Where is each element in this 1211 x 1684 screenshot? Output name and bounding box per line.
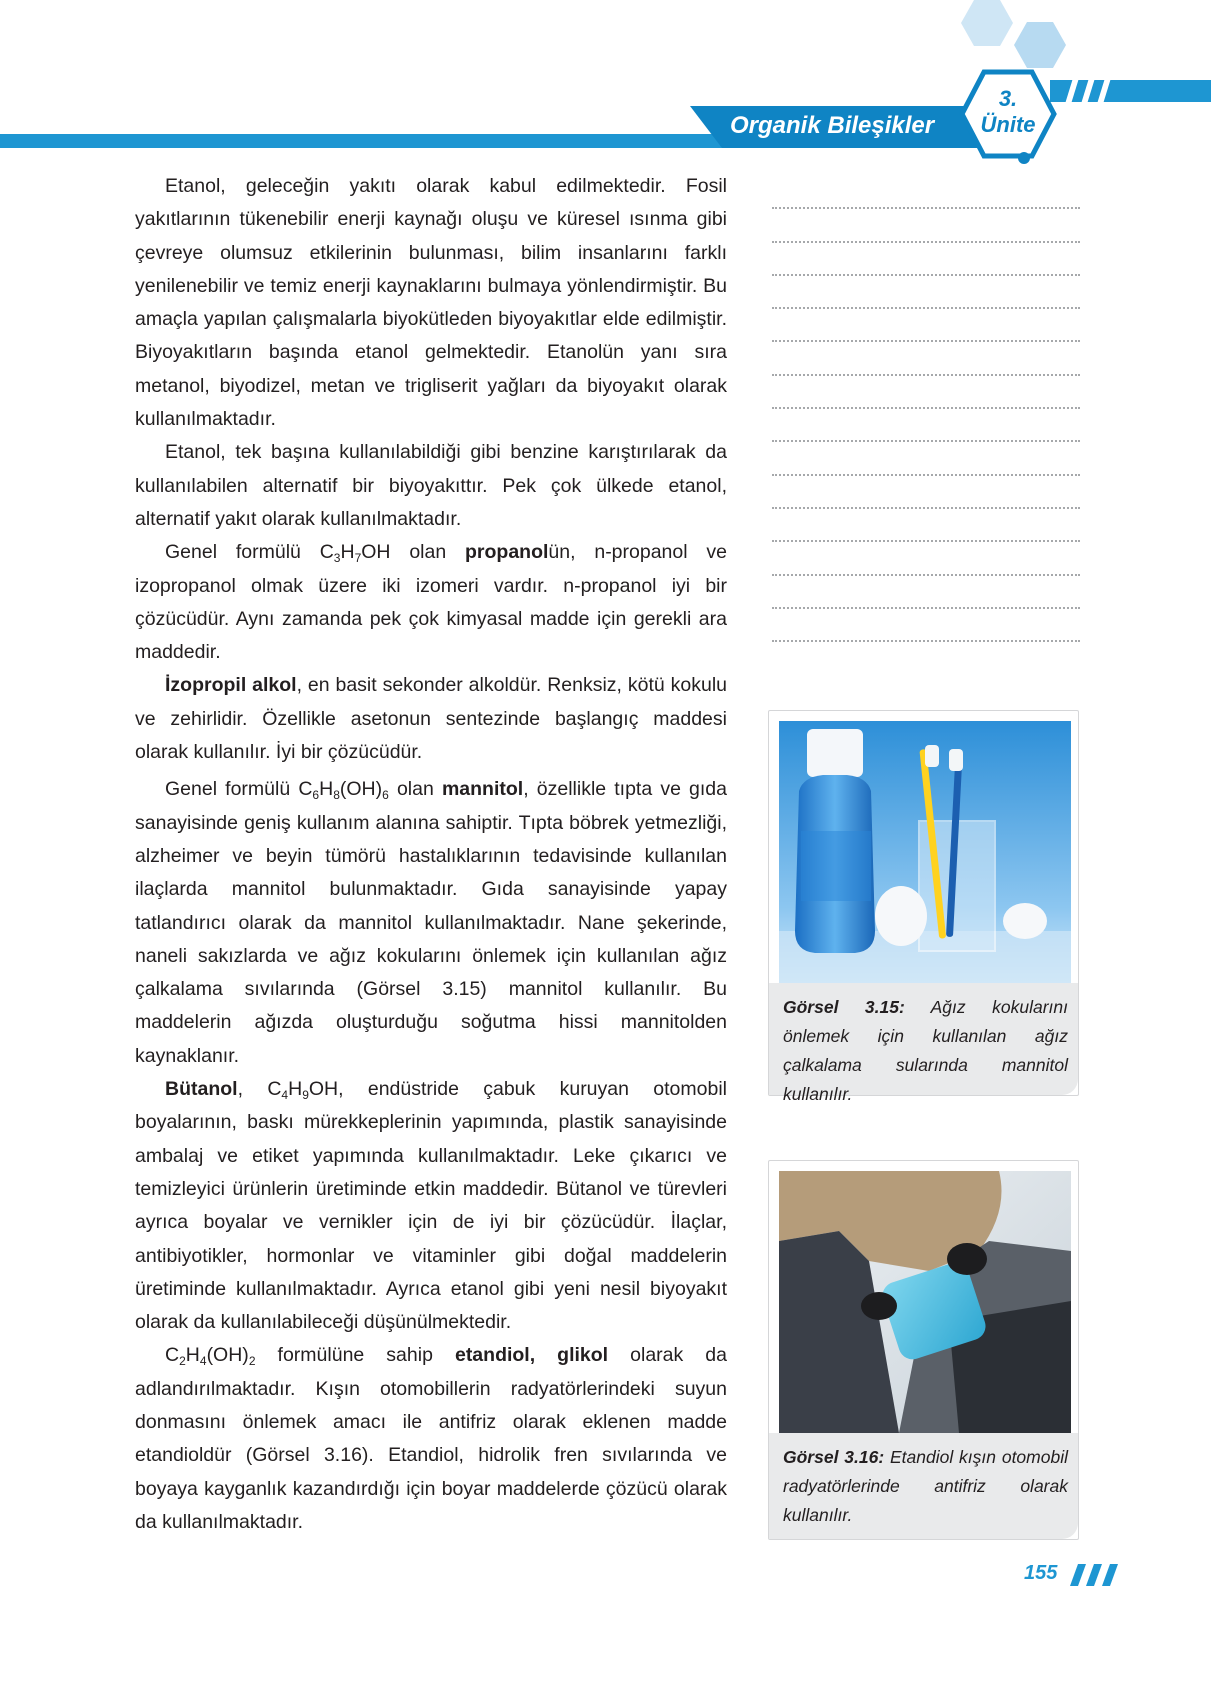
header-stripes	[1065, 78, 1115, 104]
note-line	[772, 442, 1080, 475]
paragraph-etandiol: $C_2H_4(OH)_2$ formülüne sahip etandiol, glikol olarak da adlandırılmaktadır. Kışın otomobillerin radyatörlerindeki suyun donmasını önlemek amacı ile antifriz olarak eklenen madde etandioldür (Görsel 3.16). Etandiol, hidrolik fren sıvılarında ve boyaya kayganlık kazandırdığı için boyar maddelerde çözücü olarak da kullanılmaktadır.	[135, 1344, 727, 1533]
note-line	[772, 176, 1080, 209]
unit-number: 3.	[998, 86, 1018, 111]
figure-3-15	[768, 710, 1079, 1104]
page-number: 155	[1024, 1562, 1058, 1584]
antifreeze-image	[779, 1171, 1071, 1433]
header-bar	[0, 134, 740, 148]
page-number-stripes	[1070, 1564, 1124, 1586]
main-text	[135, 170, 727, 1539]
paragraph-butanol: Bütanol, $C_4H_9OH$, endüstride çabuk kuruyan otomobil boyalarının, baskı mürekkeplerinin yapımında, plastik sanayisinde ambalaj ve etiket yapımında kullanılmaktadır. Leke çıkarıcı ve temizleyici ürünlerin üretiminde etkin maddedir. Bütanol ve türevleri ayrıca boyalar ve vernikler için de iyi bir çözücüdür. İlaçlar, antibiyotikler, hormonlar ve vitaminler gibi doğal maddelerin üretiminde kullanılmaktadır. Ayrıca etanol gibi yeni nesil biyoyakıt olarak da kullanılabileceği düşünülmektedir.	[135, 1078, 727, 1334]
unit-badge	[958, 68, 1058, 166]
note-line	[772, 376, 1080, 409]
paragraph-isopropyl: İzopropil alkol, en basit sekonder alkoldür. Renksiz, kötü kokulu ve zehirlidir. Özellikle asetonun sentezinde başlangıç maddesi olarak kullanılır. İyi bir çözücüdür.	[135, 674, 727, 764]
figure-3-16	[768, 1160, 1079, 1540]
notes-area	[772, 176, 1080, 642]
note-line	[772, 209, 1080, 242]
note-line	[772, 309, 1080, 342]
unit-label: Ünite	[980, 112, 1036, 137]
note-line	[772, 576, 1080, 609]
paragraph-etanol-fuel: Etanol, geleceğin yakıtı olarak kabul edilmektedir. Fosil yakıtlarının tükenebilir enerji kaynağı oluşu ve küresel ısınma gibi çevreye olumsuz etkilerinin bulunması, bilim insanlarını farklı yenilenebilir ve temiz enerji kaynaklarını bulmaya yönlendirmiştir. Bu amaçla yapılan çalışmalarla biyokütleden biyoyakıtlar elde edilmiştir. Biyoyakıtların başında etanol gelmektedir. Etanolün yanı sıra metanol, biyodizel, metan ve trigliserit yağları da biyoyakıt olarak kullanılmaktadır.	[135, 175, 727, 431]
header-title: Organik Bileşikler	[730, 112, 935, 139]
figure-3-15-caption: Görsel 3.15: Ağız kokularını önlemek için kullanılan ağız çalkalama sularında mannitol kullanılır.	[769, 983, 1078, 1095]
note-line	[772, 509, 1080, 542]
paragraph-mannitol: Genel formülü $C_6H_8(OH)_6$ olan mannitol, özellikle tıpta ve gıda sanayisinde geniş kullanım alanına sahiptir. Tıpta böbrek yetmezliği, alzheimer ve beyin tümörü hastalıklarının tedavisinde kullanılan ilaçlarda mannitol bulunmaktadır. Gıda sanayisinde yapay tatlandırıcı olarak da mannitol kullanılmaktadır. Nane şekerinde, naneli sakızlarda ve ağız kokularını önlemek için kullanılan ağız çalkalama sıvılarında (Görsel 3.15) mannitol kullanılır. Bu maddelerin ağızda oluşturduğu soğutma hissi mannitolden kaynaklanır.	[135, 778, 727, 1067]
note-line	[772, 342, 1080, 375]
note-line	[772, 276, 1080, 309]
figure-3-16-caption: Görsel 3.16: Etandiol kışın otomobil radyatörlerinde antifriz olarak kullanılır.	[769, 1433, 1078, 1539]
note-line	[772, 476, 1080, 509]
mouthwash-image	[779, 721, 1071, 987]
note-line	[772, 609, 1080, 642]
paragraph-propanol: Genel formülü $C_3H_7OH$ olan propanolün, n-propanol ve izopropanol olmak üzere iki izomeri vardır. n-propanol iyi bir çözücüdür. Aynı zamanda pek çok kimyasal madde için gerekli ara maddedir.	[135, 541, 727, 664]
paragraph-etanol-biofuel: Etanol, tek başına kullanılabildiği gibi benzine karıştırılarak da kullanılabilen alternatif bir biyoyakıttır. Pek çok ülkede etanol, alternatif yakıt olarak kullanılmaktadır.	[135, 441, 727, 530]
note-line	[772, 409, 1080, 442]
note-line	[772, 542, 1080, 575]
note-line	[772, 243, 1080, 276]
